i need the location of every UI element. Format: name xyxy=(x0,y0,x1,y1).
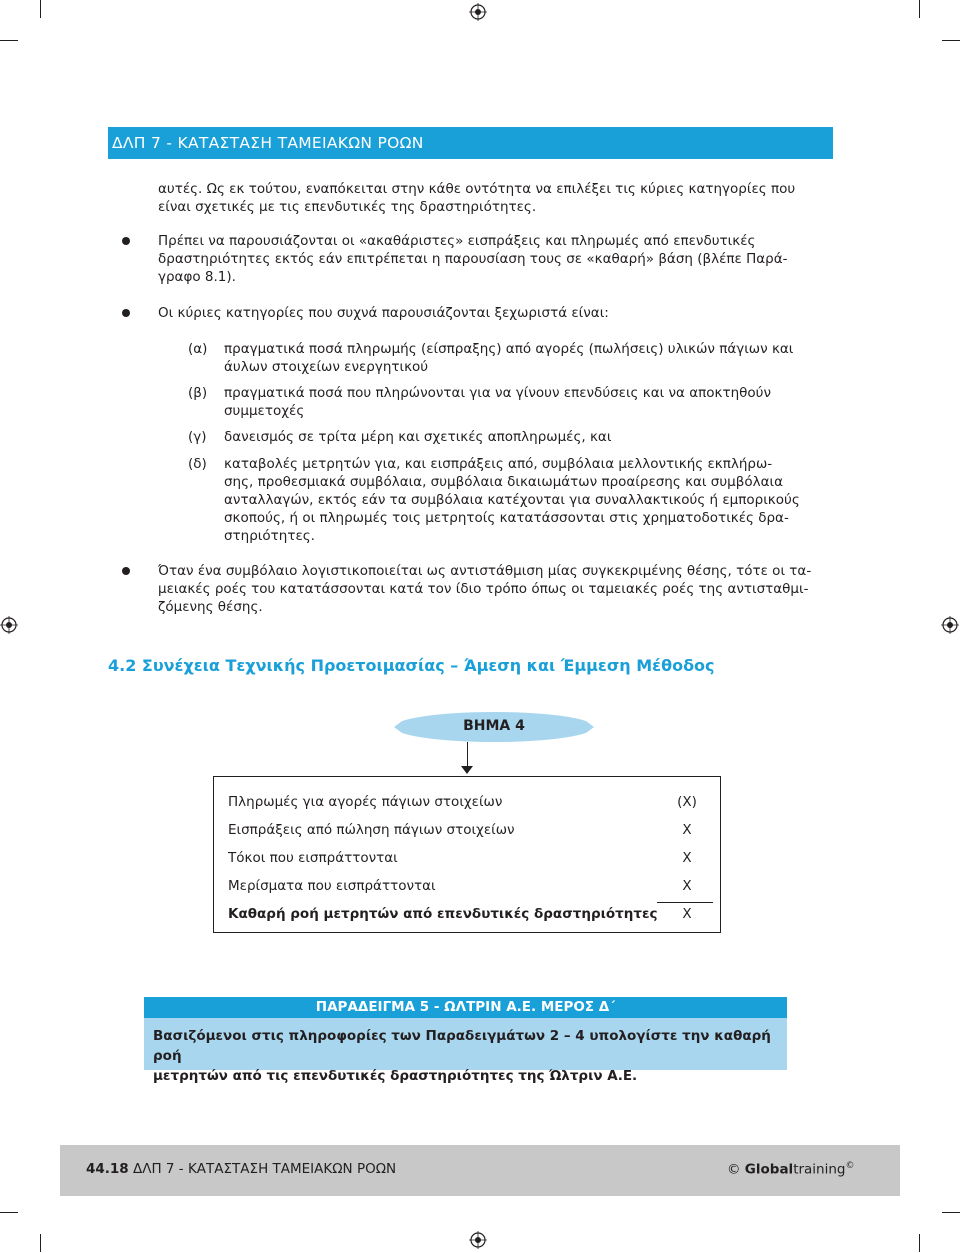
table-total-value: Χ xyxy=(682,906,692,922)
item-text: καταβολές μετρητών για, και εισπράξεις από, συμβόλαια μελλοντικής εκπλήρω- xyxy=(224,456,773,472)
crop-mark xyxy=(0,1212,18,1213)
bullet-dot xyxy=(122,567,130,575)
table-total-label: Καθαρή ροή μετρητών από επενδυτικές δραστηριότητες xyxy=(228,906,658,922)
registration-mark-right xyxy=(941,616,959,638)
item-text: σης, προθεσμιακά συμβόλαια, συμβόλαια δικαιωμάτων προαίρεσης και συμβόλαια xyxy=(224,474,783,490)
bullet-text: δραστηριότητες εκτός εάν επιτρέπεται η παρουσίαση τους σε «καθαρή» βάση (βλέπε Παρά- xyxy=(158,251,788,267)
table-row-value: Χ xyxy=(682,850,692,866)
chapter-header xyxy=(108,127,833,159)
table-row-label: Εισπράξεις από πώληση πάγιων στοιχείων xyxy=(228,822,515,838)
item-text: συμμετοχές xyxy=(224,403,305,419)
table-row-label: Τόκοι που εισπράττονται xyxy=(228,850,398,866)
crop-mark xyxy=(919,0,920,18)
brand-logo xyxy=(727,1161,855,1178)
bullet-text: Όταν ένα συμβόλαιο λογιστικοποιείται ως αντιστάθμιση μίας συγκεκριμένης θέσης, τότε οι τα- xyxy=(158,563,812,579)
item-text: πραγματικά ποσά που πληρώνονται για να γίνουν επενδύσεις και να αποκτηθούν xyxy=(224,385,772,401)
intro-line: αυτές. Ως εκ τούτου, εναπόκειται στην κάθε οντότητα να επιλέξει τις κύριες κατηγορίες που xyxy=(158,181,796,197)
crop-mark xyxy=(942,40,960,41)
item-text: ανταλλαγών, εκτός εάν τα συμβόλαια κατέχονται για συναλλακτικούς ή εμπορικούς xyxy=(224,492,800,508)
example-title: ΠΑΡΑΔΕΙΓΜΑ 5 - ΩΛΤΡΙΝ Α.Ε. ΜΕΡΟΣ Δ΄ xyxy=(315,999,616,1015)
example-line: μετρητών από τις επενδυτικές δραστηριότητες της Ώλτριν Α.Ε. xyxy=(153,1068,638,1084)
table-row-value: (Χ) xyxy=(677,794,697,810)
bullet-text: Οι κύριες κατηγορίες που συχνά παρουσιάζονται ξεχωριστά είναι: xyxy=(158,305,609,321)
item-text: σκοπούς, ή οι πληρωμές τοις μετρητοίς κατατάσσονται στις χρηματοδοτικές δρα- xyxy=(224,510,789,526)
footer-title: ΔΛΠ 7 - ΚΑΤΑΣΤΑΣΗ ΤΑΜΕΙΑΚΩΝ ΡΟΩΝ xyxy=(133,1161,397,1177)
item-label: (β) xyxy=(188,385,208,401)
step-label: ΒΗΜΑ 4 xyxy=(463,718,525,734)
bullet-dot xyxy=(122,309,130,317)
crop-mark xyxy=(942,1212,960,1213)
registration-mark-top xyxy=(469,3,487,25)
registration-mark-bottom xyxy=(469,1231,487,1253)
example-text xyxy=(153,1026,783,1086)
table-row-value: Χ xyxy=(682,878,692,894)
section-title: 4.2 Συνέχεια Τεχνικής Προετοιμασίας – Άμεση και Έμμεση Μέθοδος xyxy=(108,656,715,675)
crop-mark xyxy=(919,1234,920,1252)
brand-bold: Global xyxy=(744,1161,794,1178)
item-text: δανεισμός σε τρίτα μέρη και σχετικές αποπληρωμές, και xyxy=(224,429,612,445)
table-row-value: Χ xyxy=(682,822,692,838)
bullet-text: γραφο 8.1). xyxy=(158,269,236,285)
table-row-label: Πληρωμές για αγορές πάγιων στοιχείων xyxy=(228,794,503,810)
intro-line: είναι σχετικές με τις επενδυτικές της δραστηριότητες. xyxy=(158,199,537,215)
table-row-label: Μερίσματα που εισπράττονται xyxy=(228,878,436,894)
crop-mark xyxy=(40,1234,41,1252)
page-number: 44.18 xyxy=(86,1161,129,1177)
item-text: πραγματικά ποσά πληρωμής (είσπραξης) από αγορές (πωλήσεις) υλικών πάγιων και xyxy=(224,341,794,357)
example-line: Βασιζόμενοι στις πληροφορίες των Παραδειγμάτων 2 – 4 υπολογίστε την καθαρή ροή xyxy=(153,1028,771,1064)
crop-mark xyxy=(0,40,18,41)
registration-mark-left xyxy=(0,616,18,638)
brand-mark: © xyxy=(845,1161,855,1171)
chapter-title: ΔΛΠ 7 - ΚΑΤΑΣΤΑΣΗ ΤΑΜΕΙΑΚΩΝ ΡΟΩΝ xyxy=(112,134,424,152)
bullet-text: μειακές ροές του κατατάσσονται κατά τον ίδιο τρόπο όπως οι ταμειακές ροές της αντισταθμι- xyxy=(158,581,809,597)
item-label: (α) xyxy=(188,341,208,357)
item-label: (δ) xyxy=(188,456,207,472)
bullet-text: ζόμενης θέσης. xyxy=(158,599,263,615)
item-text: στηριότητες. xyxy=(224,528,315,544)
footer-page-info xyxy=(86,1161,396,1177)
item-label: (γ) xyxy=(188,429,207,445)
copyright-icon: © xyxy=(727,1161,741,1178)
crop-mark xyxy=(40,0,41,18)
sum-divider xyxy=(657,902,713,903)
arrow-head-icon xyxy=(461,766,473,774)
bullet-text: Πρέπει να παρουσιάζονται οι «ακαθάριστες» εισπράξεις και πληρωμές από επενδυτικές xyxy=(158,233,756,249)
brand-light: training xyxy=(793,1161,846,1178)
item-text: άυλων στοιχείων ενεργητικού xyxy=(224,359,429,375)
bullet-dot xyxy=(122,237,130,245)
